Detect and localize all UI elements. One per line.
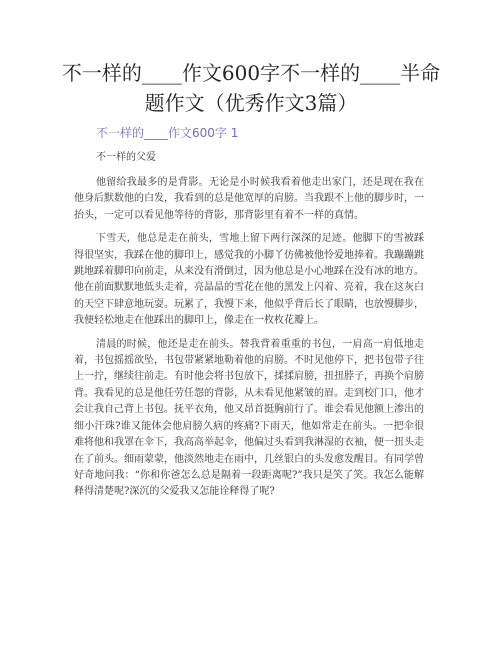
essay-body xyxy=(74,150,424,508)
paragraph: 他留给我最多的是背影。无论是小时候我看着他走出家门，还是现在我在他身后默数他的白发，我看到的总是他宽厚的肩膀。当我跟不上他的脚步时，一抬头，一定可以看见他等待的背影，那背影里有着不一样的真情。 xyxy=(74,177,424,221)
document-title: 不一样的____作文600字不一样的____半命题作文（优秀作文3篇） xyxy=(61,61,441,115)
paragraph: 清晨的时候，他还是走在前头。替我背着重重的书包，一肩高一肩低地走着，书包摇摇欲坠，书包带紧紧地勒着他的肩膀。不时见他停下，把书包带子往上一拧，继续往前走。有时他会将书包放下，揉揉肩膀，扭扭脖子，再换个肩膀背。我看见的总是他任劳任怨的背影，从未看见他紧皱的眉。走到校门口，他才会让我自己背上书包。抚平衣角，他又昂首挺胸前行了。谁会看见他额上渗出的细小汗珠?谁又能体会他肩膀久病的疼痛?下雨天，他如常走在前头。一把伞很难将他和我罩在伞下，我高高举起伞，他偏过头看到我淋湿的衣袖，便一扭头走在了前头。细雨蒙蒙，他淡然地走在雨中，几丝银白的头发愈发醒目。有同学曾好奇地问我：“你和你爸怎么总是隔着一段距离呢?”我只是笑了笑。我怎么能解释得清楚呢?深沉的父爱我又怎能诠释得了呢? xyxy=(74,338,424,498)
section-heading: 不一样的父爱 xyxy=(96,152,156,163)
essay-subtitle: 不一样的____作文600字 1 xyxy=(96,126,239,140)
paragraph: 下雪天，他总是走在前头，雪地上留下两行深深的足迹。他脚下的雪被踩得很坚实，我踩在他的脚印上，感觉我的小脚丫仿佛被他怜爱地捧着。我蹦蹦跳跳地踩着脚印向前走，从来没有滑倒过，因为他总是小心地踩在没有冰的地方。他在前面默默地低头走着，亮晶晶的雪花在他的黑发上闪着、亮着，我在这灰白的天空下肆意地玩耍。玩累了，我慢下来，他似乎背后长了眼睛，也放慢脚步，我便轻松地走在他踩出的脚印上，像走在一枚枚花瓣上。 xyxy=(74,233,424,327)
